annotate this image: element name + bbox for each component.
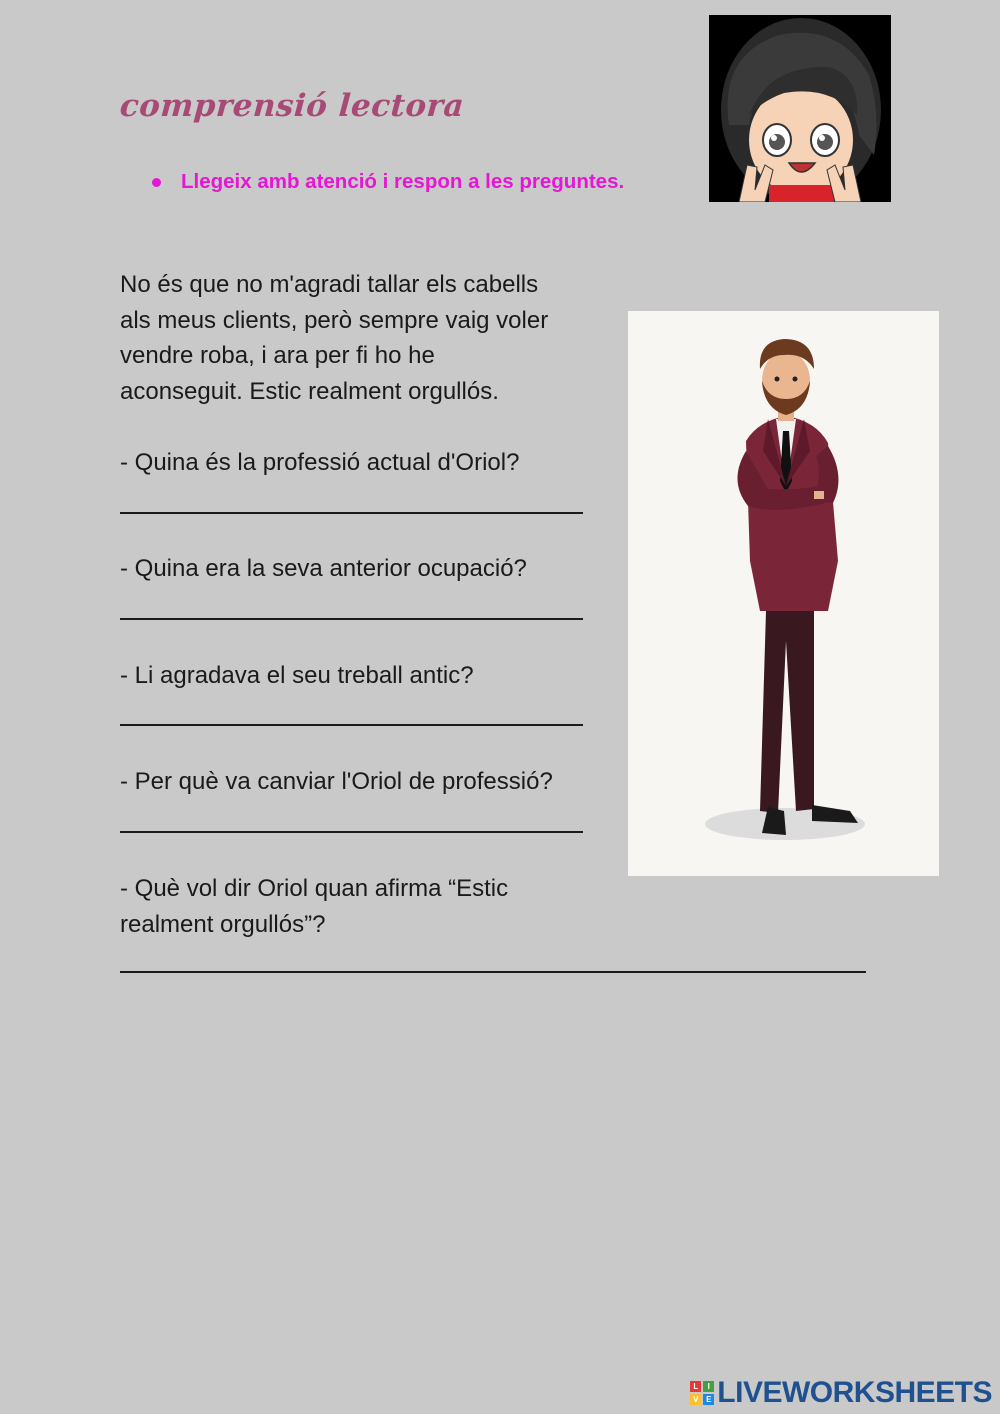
logo-cell: E (703, 1394, 714, 1405)
logo-icon (690, 1381, 714, 1405)
answer-field-4[interactable] (120, 831, 583, 833)
question-1: - Quina és la professió actual d'Oriol? (120, 449, 520, 476)
bullet-icon (152, 178, 161, 187)
girl-avatar-icon (709, 15, 891, 202)
question-3: - Li agradava el seu treball antic? (120, 662, 474, 689)
logo-cell: L (690, 1381, 701, 1392)
page-title: comprensió lectora (118, 88, 466, 124)
answer-field-2[interactable] (120, 618, 583, 620)
question-5: - Què vol dir Oriol quan afirma “Estic realment orgullós”? (120, 875, 509, 938)
answer-field-1[interactable] (120, 512, 583, 514)
reading-paragraph: No és que no m'agradi tallar els cabells als meus clients, però sempre vaig voler vendre roba, i ara per fi ho he aconseguit. Estic realment orgullós. (120, 271, 549, 405)
logo-cell: V (690, 1394, 701, 1405)
businessman-illustration (628, 311, 939, 876)
instruction-text: Llegeix amb atenció i respon a les preguntes. (181, 170, 625, 193)
answer-field-3[interactable] (120, 724, 583, 726)
question-4: - Per què va canviar l'Oriol de professió? (120, 768, 553, 795)
instruction (152, 170, 624, 194)
logo-cell: I (703, 1381, 714, 1392)
logo-text: LIVEWORKSHEETS (717, 1376, 992, 1409)
liveworksheets-logo[interactable] (690, 1376, 992, 1410)
question-2: - Quina era la seva anterior ocupació? (120, 555, 527, 582)
answer-field-5[interactable] (120, 971, 866, 973)
